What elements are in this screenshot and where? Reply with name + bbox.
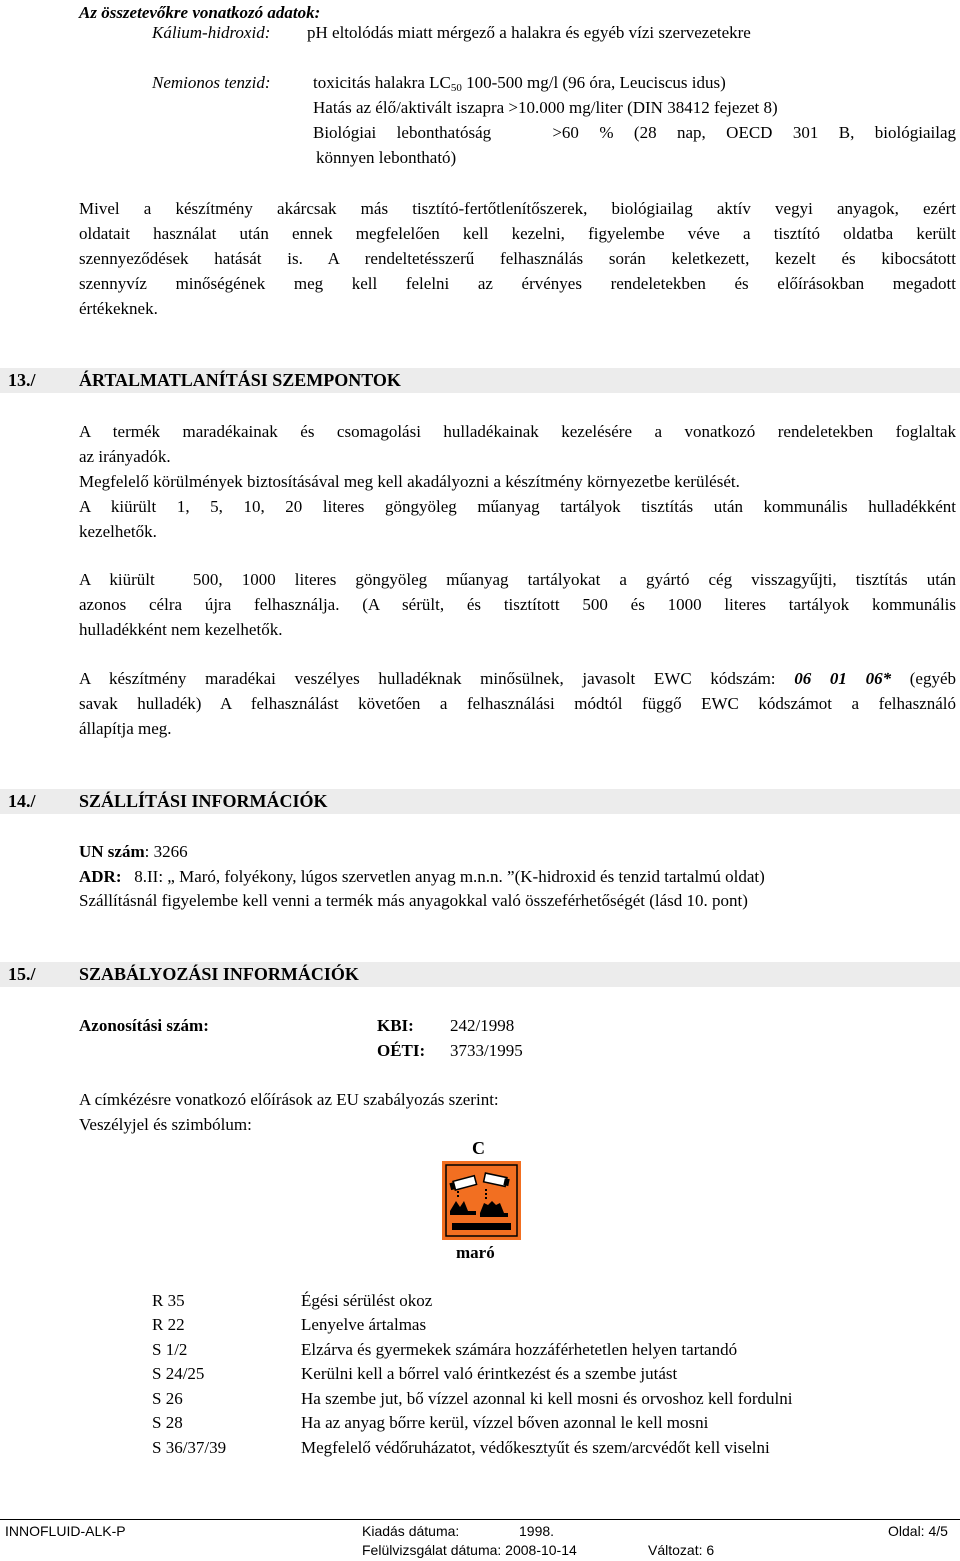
s13-paragraph-line: savak hulladék) A felhasználást követően a felhasználási módtól függő EWC kódszámot a felhasználó (79, 694, 956, 713)
footer-version: Változat: 6 (648, 1542, 715, 1558)
koh-label: Kálium-hidroxid: (152, 23, 271, 42)
tenzid-toxicity: toxicitás halakra $LC_{50}$ 100-500 mg/l (96 óra, Leuciscus idus) (313, 73, 726, 94)
corrosive-hazard-icon (442, 1161, 521, 1240)
section-15-title: SZABÁLYOZÁSI INFORMÁCIÓK (79, 964, 359, 984)
footer-issue-value: 1998. (519, 1523, 555, 1539)
transport-note: Szállításnál figyelembe kell venni a termék más anyagokkal való összeférhetőségét (lásd 10. pont) (79, 891, 748, 910)
phrase-text: Elzárva és gyermekek számára hozzáférhetetlen helyen tartandó (301, 1340, 738, 1359)
phrase-text: Lenyelve ártalmas (301, 1315, 427, 1334)
s13-paragraph-line: állapítja meg. (79, 719, 172, 738)
oeti-label: OÉTI: (377, 1041, 426, 1060)
section-15-number: 15./ (8, 964, 36, 984)
phrase-text: Ha szembe jut, bő vízzel azonnal ki kell mosni és orvoshoz kell fordulni (301, 1389, 793, 1408)
symbol-text: Veszélyjel és szimbólum: (79, 1115, 252, 1134)
component-data-heading: Az összetevőkre vonatkozó adatok: (79, 3, 321, 22)
phrase-code: S 36/37/39 (152, 1438, 227, 1457)
s13-paragraph-line: hulladékként nem kezelhetők. (79, 620, 283, 639)
disposal-paragraph-line: szennyeződések hatását is. A rendeltetésszerű felhasználás során keletkezett, kezelt és kibocsátott (79, 249, 956, 268)
section-13-number: 13./ (8, 370, 36, 390)
phrase-code: S 24/25 (152, 1364, 205, 1383)
sludge-effect: Hatás az élő/aktivált iszapra >10.000 mg/liter (DIN 38412 fejezet 8) (313, 98, 778, 117)
footer-review-date: Felülvizsgálat dátuma: 2008-10-14 (362, 1542, 577, 1558)
phrase-text: Égési sérülést okoz (301, 1291, 433, 1310)
s13-paragraph-line: azonos célra újra felhasználja. (A sérült, és tisztított 500 és 1000 literes tartályok kommunális (79, 595, 956, 614)
labelling-text: A címkézésre vonatkozó előírások az EU szabályozás szerint: (79, 1090, 499, 1109)
phrase-code: S 1/2 (152, 1340, 188, 1359)
s13-paragraph-line: A kiürült 500, 1000 literes göngyöleg műanyag tartályokat a gyártó cég visszagyűjti, tisztítás után (79, 570, 956, 589)
biodegradability-line1: Biológiai lebonthatóság >60 % (28 nap, OECD 301 B, biológiailag (313, 123, 956, 142)
adr-class: ADR: 8.II: „ Maró, folyékony, lúgos szervetlen anyag m.n.n. ”(K-hidroxid és tenzid tartalmú oldat) (79, 867, 765, 886)
s13-paragraph-line: az irányadók. (79, 447, 171, 466)
disposal-paragraph-line: Mivel a készítmény akárcsak más tisztító-fertőtlenítőszerek, biológiailag aktív vegyi anyagok, ezért (79, 199, 956, 218)
ewc-code: 06 01 06* (794, 669, 892, 688)
biodegradability-line2: könnyen lebontható) (316, 148, 457, 167)
footer-issue-label: Kiadás dátuma: (362, 1523, 460, 1539)
footer-page: Oldal: 4/5 (888, 1523, 948, 1539)
oeti-value: 3733/1995 (450, 1041, 523, 1060)
disposal-paragraph-line: oldatait használat után ennek megfelelően kell kezelni, figyelembe véve a tisztító oldatba került (79, 224, 956, 243)
phrase-code: S 26 (152, 1389, 183, 1408)
s13-paragraph-line: A termék maradékainak és csomagolási hulladékainak kezelésére a vonatkozó rendeletekben foglaltak (79, 422, 956, 441)
disposal-paragraph-line: szennyvíz minőségének meg kell felelni az érvényes rendeletekben és előírásokban megadott (79, 274, 956, 293)
footer-product: INNOFLUID-ALK-P (5, 1523, 126, 1539)
footer-rule (0, 1519, 960, 1520)
ewc-code-line: A készítmény maradékai veszélyes hulladéknak minősülnek, javasolt EWC kódszám: 06 01 06* (egyéb (79, 669, 957, 688)
kbi-label: KBI: (377, 1016, 414, 1035)
s13-paragraph-line: kezelhetők. (79, 522, 157, 541)
tenzid-label: Nemionos tenzid: (152, 73, 271, 92)
section-13-title: ÁRTALMATLANÍTÁSI SZEMPONTOK (79, 370, 401, 390)
section-14-title: SZÁLLÍTÁSI INFORMÁCIÓK (79, 791, 328, 811)
section-14-number: 14./ (8, 791, 36, 811)
un-number: UN szám: 3266 (79, 842, 188, 861)
phrase-text: Ha az anyag bőrre kerül, vízzel bőven azonnal le kell mosni (301, 1413, 709, 1432)
phrase-code: R 35 (152, 1291, 185, 1310)
phrase-code: R 22 (152, 1315, 185, 1334)
koh-text: pH eltolódás miatt mérgező a halakra és egyéb vízi szervezetekre (307, 23, 751, 42)
id-number-label: Azonosítási szám: (79, 1016, 209, 1035)
phrase-text: Megfelelő védőruházatot, védőkesztyűt és szem/arcvédőt kell viselni (301, 1438, 770, 1457)
s13-paragraph-line: Megfelelő körülmények biztosításával meg kell akadályozni a készítmény környezetbe kerülését. (79, 472, 740, 491)
phrase-text: Kerülni kell a bőrrel való érintkezést és a szembe jutást (301, 1364, 678, 1383)
phrase-code: S 28 (152, 1413, 183, 1432)
hazard-letter: C (472, 1138, 485, 1158)
s13-paragraph-line: A kiürült 1, 5, 10, 20 literes göngyöleg műanyag tartályok tisztítás után kommunális hulladékként (79, 497, 956, 516)
hazard-name: maró (456, 1243, 495, 1262)
disposal-paragraph-line: értékeknek. (79, 299, 158, 318)
kbi-value: 242/1998 (450, 1016, 515, 1035)
